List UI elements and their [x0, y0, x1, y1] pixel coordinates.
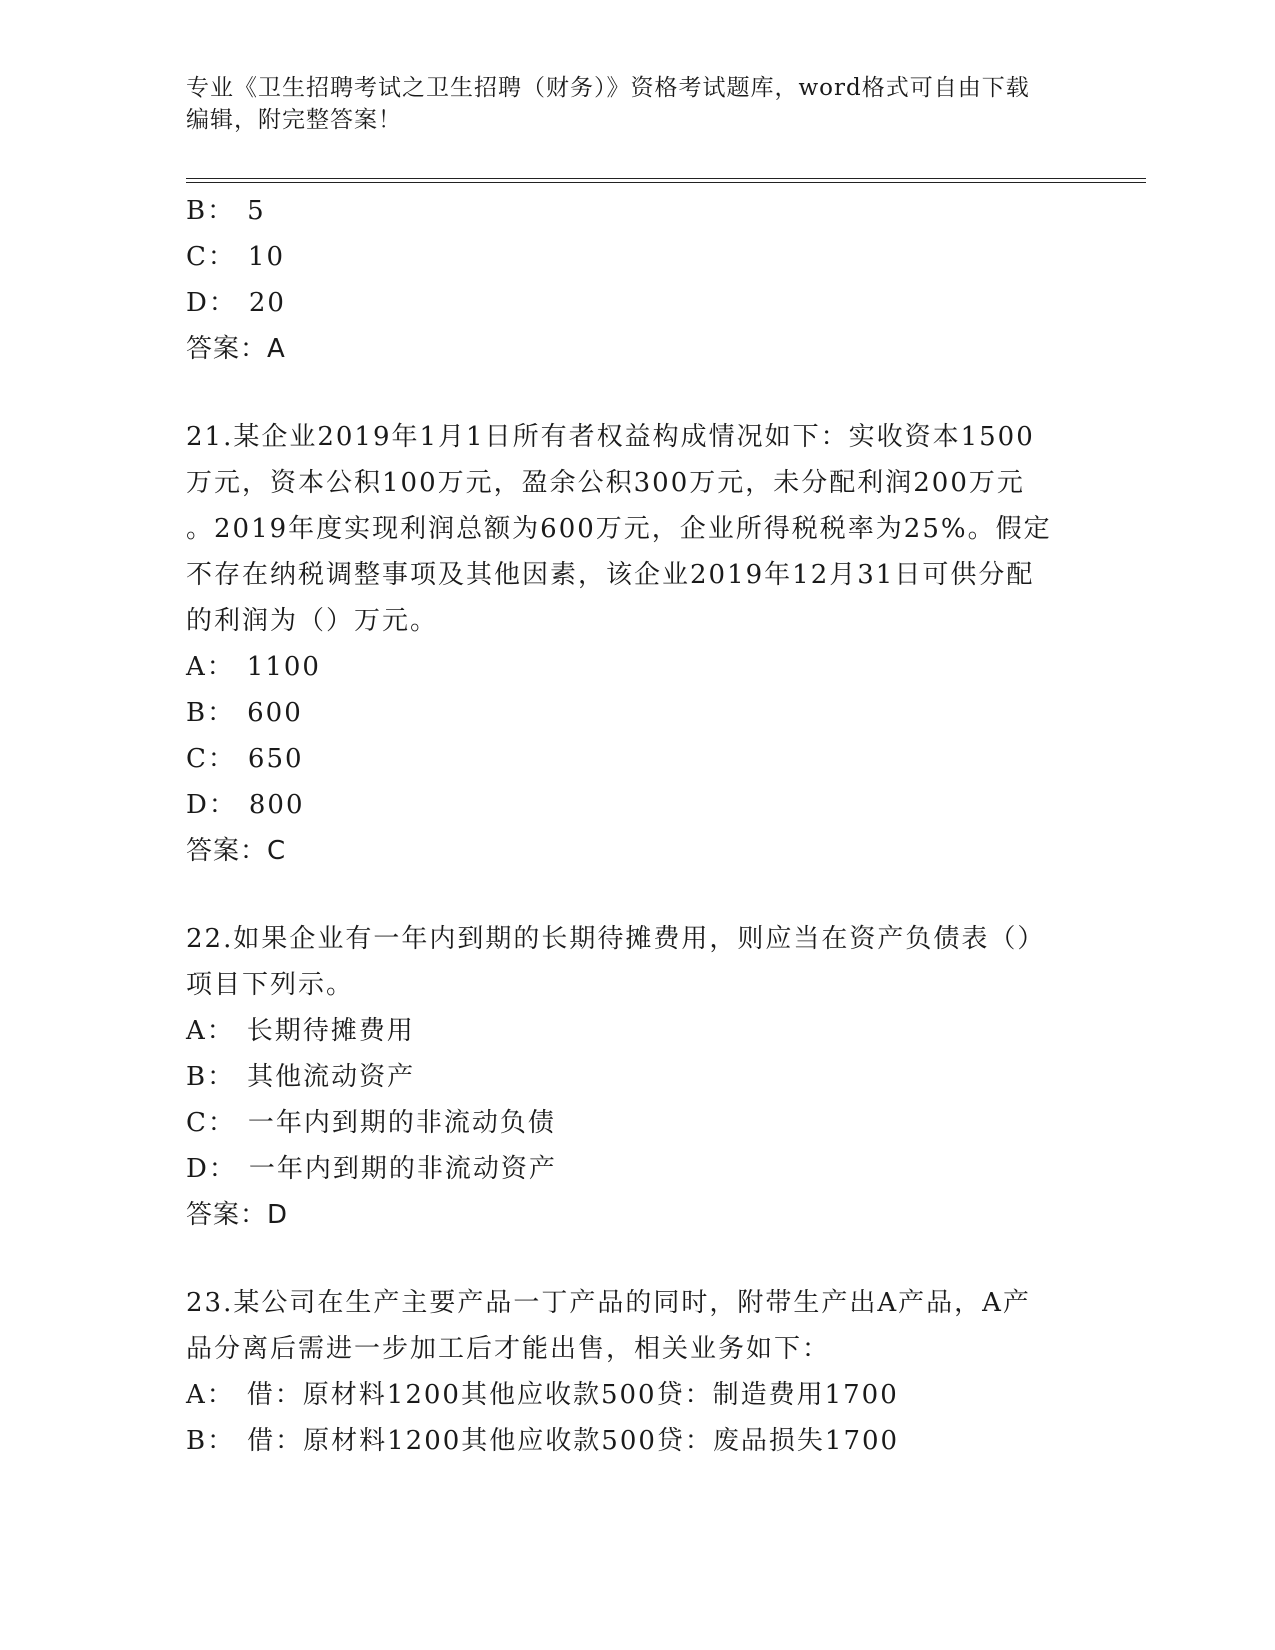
question-stem-line: 项目下列示。: [186, 970, 355, 1000]
option-c: C： 650: [186, 744, 304, 774]
option-b: B： 600: [186, 698, 303, 728]
option-a: A： 长期待摊费用: [186, 1016, 415, 1046]
header-double-rule: [186, 178, 1146, 183]
question-list: [186, 188, 1086, 1464]
question-block-21: [186, 414, 1086, 874]
option-d: D： 20: [186, 288, 286, 318]
option-a: A： 1100: [186, 652, 321, 682]
option-c: C： 10: [186, 242, 285, 272]
document-header: [186, 72, 1086, 136]
question-stem-line: 万元，资本公积100万元，盈余公积300万元，未分配利润200万元: [186, 468, 1025, 498]
question-stem-line: 。2019年度实现利润总额为600万元，企业所得税税率为25%。假定: [186, 514, 1052, 544]
option-a: A： 借：原材料1200其他应收款500贷：制造费用1700: [186, 1380, 899, 1410]
question-stem-line: 的利润为（）万元。: [186, 606, 439, 636]
header-line: 专业《卫生招聘考试之卫生招聘（财务）》资格考试题库，word格式可自由下载: [186, 75, 1030, 101]
option-b: B： 5: [186, 196, 266, 226]
question-block-23: [186, 1280, 1086, 1464]
header-line: 编辑，附完整答案！: [186, 107, 402, 133]
question-block-22: [186, 916, 1086, 1238]
option-c: C： 一年内到期的非流动负债: [186, 1108, 556, 1138]
option-d: D： 一年内到期的非流动资产: [186, 1154, 557, 1184]
question-stem-line: 21.某企业2019年1月1日所有者权益构成情况如下：实收资本1500: [186, 422, 1035, 452]
question-stem-line: 品分离后需进一步加工后才能出售，相关业务如下：: [186, 1334, 831, 1364]
option-b: B： 借：原材料1200其他应收款500贷：废品损失1700: [186, 1426, 900, 1456]
question-stem-line: 不存在纳税调整事项及其他因素，该企业2019年12月31日可供分配: [186, 560, 1035, 590]
question-stem-line: 23.某公司在生产主要产品一丁产品的同时，附带生产出A产品，A产: [186, 1288, 1031, 1318]
question-block-prev: [186, 188, 1086, 372]
answer-line: 答案：A: [186, 334, 286, 364]
option-d: D： 800: [186, 790, 305, 820]
answer-line: 答案：C: [186, 836, 287, 866]
question-stem-line: 22.如果企业有一年内到期的长期待摊费用，则应当在资产负债表（）: [186, 924, 1046, 954]
answer-line: 答案：D: [186, 1200, 289, 1230]
option-b: B： 其他流动资产: [186, 1062, 416, 1092]
